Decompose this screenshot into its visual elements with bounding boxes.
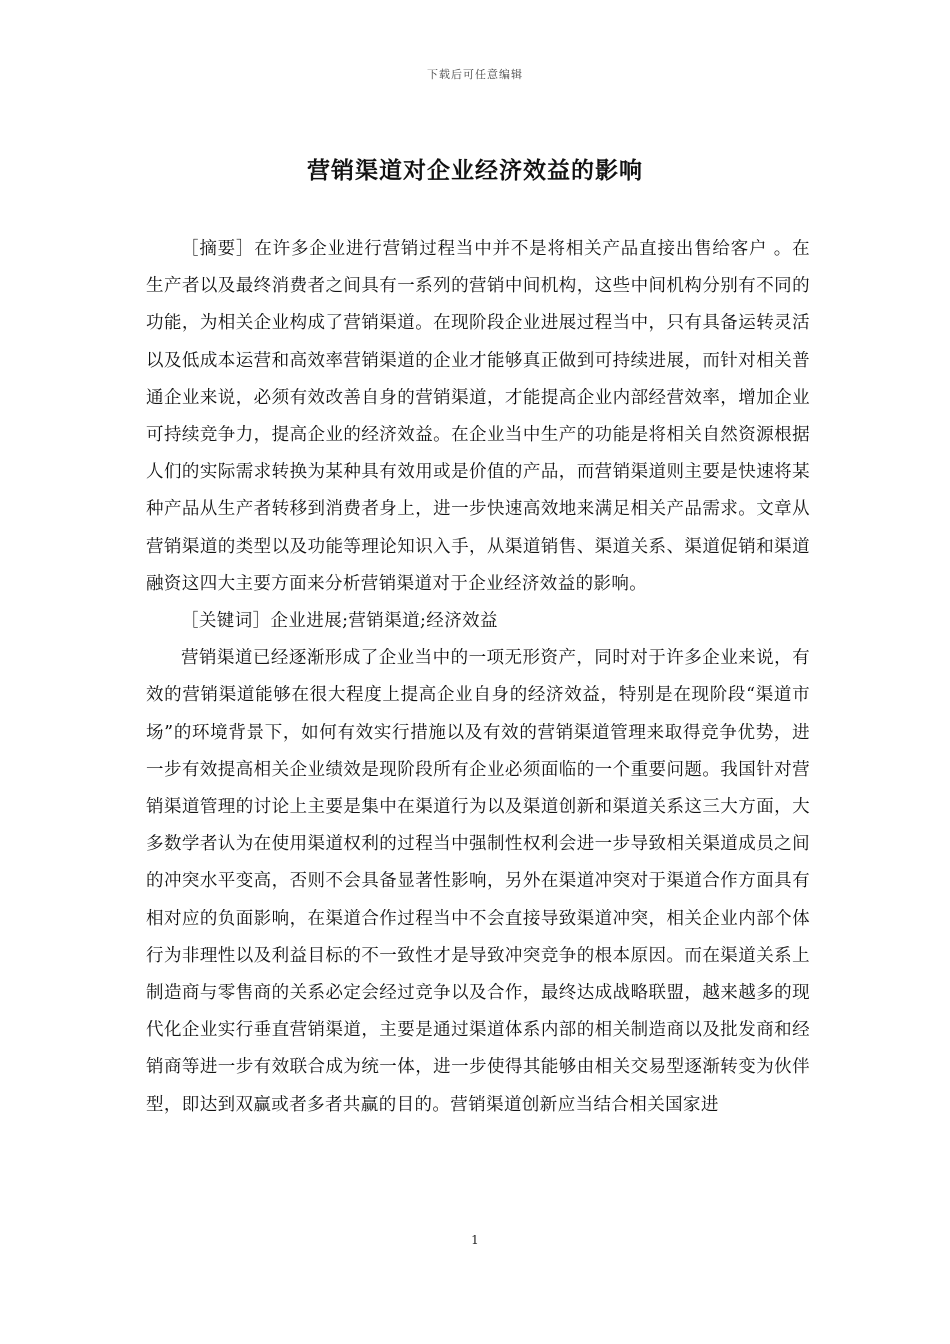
document-title: 营销渠道对企业经济效益的影响 — [307, 157, 643, 184]
page-number: 1 — [471, 1233, 479, 1247]
abstract-paragraph: ［摘要］在许多企业进行营销过程当中并不是将相关产品直接出售给客户 。在生产者以及最终消费者之间具有一系列的营销中间机构，这些中间机构分别有不同的功能，为相关企业构成了营销渠道。在现阶段企业进展过程当中，只有具备运转灵活以及低成本运营和高效率营销渠道的企业才能够真正做到可持续进展，而针对相关普通企业来说，必须有效改善自身的营销渠道，才能提高企业内部经营效率，增加企业可持续竞争力，提高企业的经济效益。在企业当中生产的功能是将相关自然资源根据人们的实际需求转换为某种具有效用或是价值的产品，而营销渠道则主要是快速将某种产品从生产者转移到消费者身上，进一步快速高效地来满足相关产品需求。文章从营销渠道的类型以及功能等理论知识入手，从渠道销售、渠道关系、渠道促销和渠道融资这四大主要方面来分析营销渠道对于企业经济效益的影响。 — [146, 239, 810, 594]
keywords-paragraph: ［关键词］企业进展;营销渠道;经济效益 — [181, 611, 498, 632]
body-paragraph: 营销渠道已经逐渐形成了企业当中的一项无形资产，同时对于许多企业来说，有效的营销渠道能够在很大程度上提高企业自身的经济效益，特别是在现阶段“渠道市场”的环境背景下，如何有效实行措施以及有效的营销渠道管理来取得竞争优势，进一步有效提高相关企业绩效是现阶段所有企业必须面临的一个重要问题。我国针对营销渠道管理的讨论上主要是集中在渠道行为以及渠道创新和渠道关系这三大方面，大多数学者认为在使用渠道权利的过程当中强制性权利会进一步导致相关渠道成员之间的冲突水平变高，否则不会具备显著性影响，另外在渠道冲突对于渠道合作方面具有相对应的负面影响，在渠道合作过程当中不会直接导致渠道冲突，相关企业内部个体行为非理性以及利益目标的不一致性才是导致冲突竞争的根本原因。而在渠道关系上制造商与零售商的关系必定会经过竞争以及合作，最终达成战略联盟，越来越多的现代化企业实行垂直营销渠道，主要是通过渠道体系内部的相关制造商以及批发商和经销商等进一步有效联合成为统一体，进一步使得其能够由相关交易型逐渐转变为伙伴型，即达到双赢或者多者共赢的目的。营销渠道创新应当结合相关国家进 — [146, 648, 810, 1115]
header-note: 下载后可任意编辑 — [427, 68, 523, 81]
document-body — [146, 231, 810, 1124]
